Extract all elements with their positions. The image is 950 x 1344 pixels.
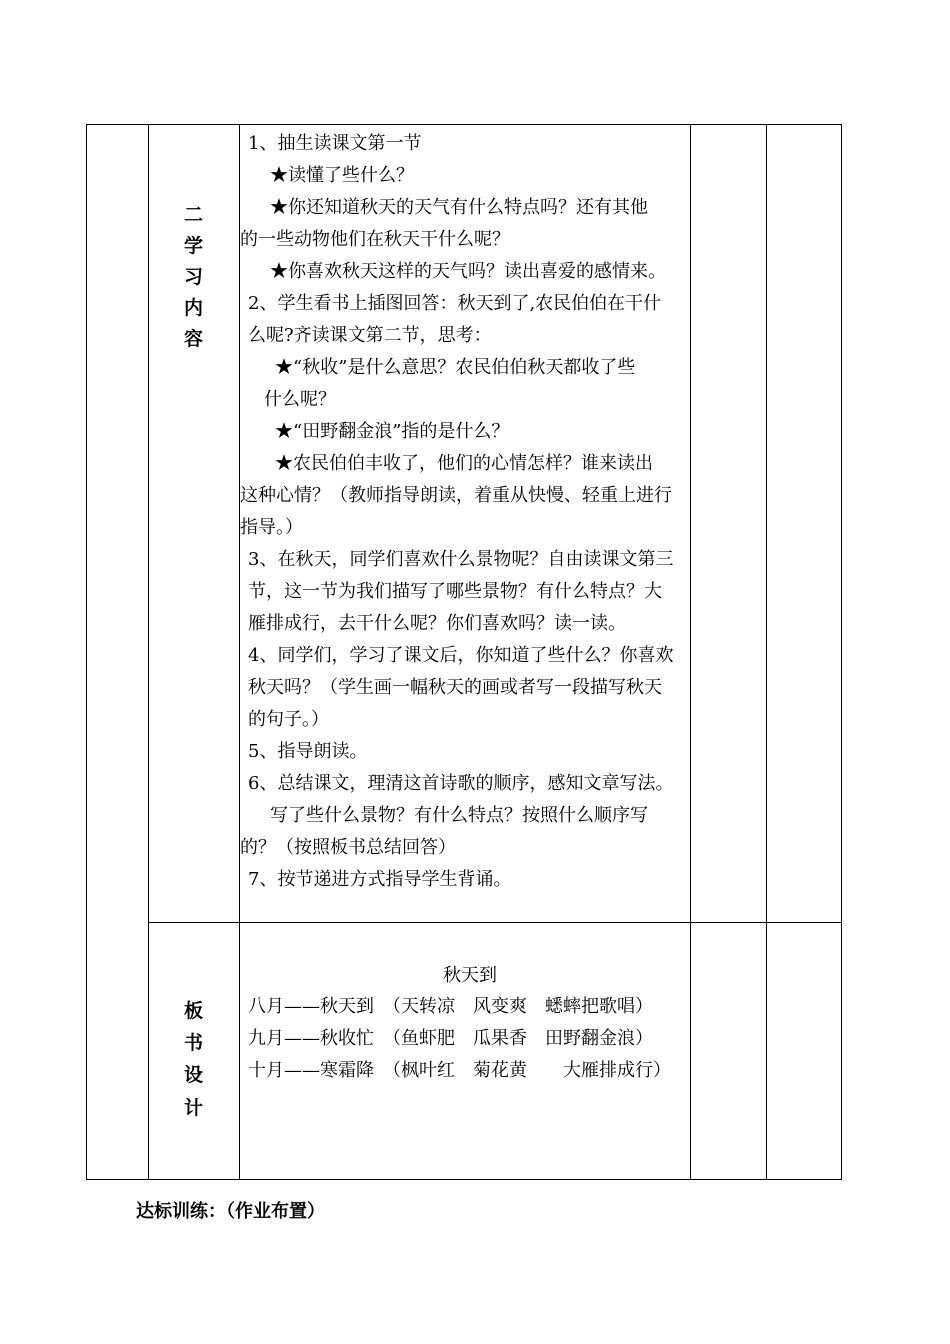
- heading-char: 书: [183, 1032, 203, 1054]
- content-line: 写了些什么景物？有什么特点？按照什么顺序写: [270, 805, 648, 826]
- content-line: 1、抽生读课文第一节: [248, 133, 422, 154]
- content-line: 5、指导朗读。: [248, 741, 368, 762]
- content-line: 的？（按照板书总结回答）: [240, 837, 456, 858]
- content-line: 3、在秋天，同学们喜欢什么景物呢？自由读课文第三: [248, 549, 674, 570]
- heading-char: 容: [183, 328, 203, 350]
- content-line: ★“秋收”是什么意思？农民伯伯秋天都收了些: [275, 357, 636, 378]
- col-border-6: [841, 124, 842, 1180]
- heading-char: 计: [183, 1097, 203, 1119]
- col-border-5: [766, 124, 767, 1180]
- heading-char: 习: [183, 266, 203, 288]
- row-divider: [148, 922, 842, 923]
- board-title: 秋天到: [443, 965, 497, 986]
- content-line: 6、总结课文，理清这首诗歌的顺序，感知文章写法。: [248, 773, 674, 794]
- content-line: 的句子。）: [248, 709, 329, 730]
- content-line: 的一些动物他们在秋天干什么呢？: [240, 229, 510, 250]
- col-border-3: [239, 124, 240, 1180]
- content-line: 雁排成行，去干什么呢？你们喜欢吗？读一读。: [248, 613, 626, 634]
- board-row: 十月——寒霜降 （枫叶红 菊花黄 大雁排成行）: [248, 1060, 671, 1081]
- content-line: ★你还知道秋天的天气有什么特点吗？还有其他: [270, 197, 648, 218]
- col-border-1: [86, 124, 87, 1180]
- content-line: 指导。）: [240, 517, 303, 538]
- heading-char: 二: [183, 204, 203, 226]
- heading-char: 设: [183, 1064, 203, 1086]
- table-bottom-border: [86, 1179, 842, 1180]
- content-line: 这种心情？（教师指导朗读，着重从快慢、轻重上进行: [240, 485, 672, 506]
- table-top-border: [86, 124, 842, 125]
- heading-char: 板: [183, 1000, 203, 1022]
- content-line: 节，这一节为我们描写了哪些景物？有什么特点？大: [248, 581, 662, 602]
- content-line: 什么呢？: [264, 389, 336, 410]
- content-line: 么呢?齐读课文第二节，思考：: [248, 325, 492, 346]
- homework-label: 达标训练：（作业布置）: [136, 1201, 325, 1222]
- heading-char: 学: [183, 235, 203, 257]
- content-line: ★你喜欢秋天这样的天气吗？读出喜爱的感情来。: [270, 261, 666, 282]
- content-line: 2、学生看书上插图回答：秋天到了,农民伯伯在干什: [248, 293, 662, 314]
- content-line: 7、按节递进方式指导学生背诵。: [248, 869, 512, 890]
- content-line: ★读懂了些什么？: [270, 165, 414, 186]
- board-row: 九月——秋收忙 （鱼虾肥 瓜果香 田野翻金浪）: [248, 1028, 653, 1049]
- content-line: ★“田野翻金浪”指的是什么？: [275, 421, 510, 442]
- col-border-4: [690, 124, 691, 1180]
- board-row: 八月——秋天到 （天转凉 风变爽 蟋蟀把歌唱）: [248, 996, 653, 1017]
- content-line: 秋天吗？（学生画一幅秋天的画或者写一段描写秋天: [248, 677, 662, 698]
- content-line: 4、同学们，学习了课文后，你知道了些什么？你喜欢: [248, 645, 674, 666]
- content-line: ★农民伯伯丰收了，他们的心情怎样？谁来读出: [275, 453, 653, 474]
- heading-char: 内: [183, 297, 203, 319]
